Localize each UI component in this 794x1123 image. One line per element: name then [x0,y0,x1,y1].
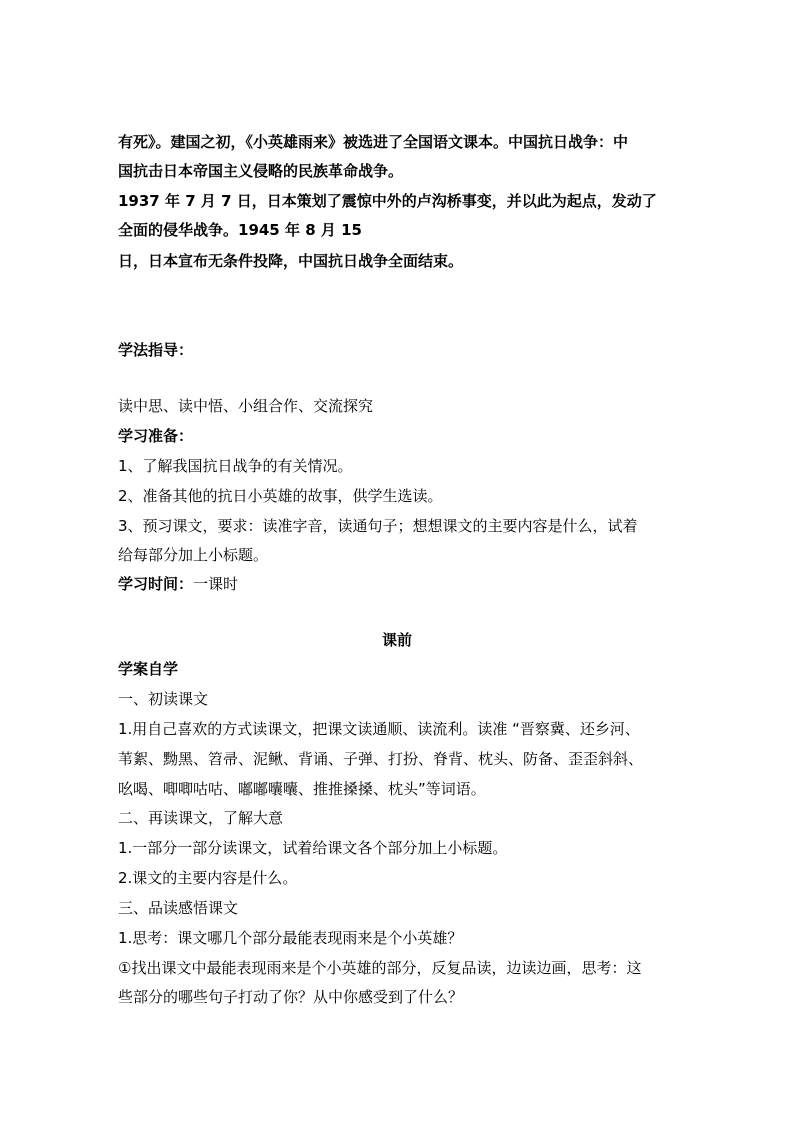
method-text: 读中思、读中悟、小组合作、交流探究 [118,397,374,415]
part-1-line-3: 吆喝、唧唧咕咕、嘟嘟囔囔、推推搡搡、枕头”等词语。 [118,780,486,798]
method-heading: 学法指导： [118,341,194,359]
preparation-item-2: 2、准备其他的抗日小英雄的故事，供学生选读。 [118,487,443,505]
part-3-title: 三、品读感悟课文 [118,899,239,917]
intro-line-3: 1937 年 7 月 7 日，日本策划了震惊中外的卢沟桥事变，并以此为起点，发动了 [118,192,657,210]
study-time-label: 学习时间： [118,575,194,593]
part-1-line-2: 苇絮、黝黑、笤帚、泥鳅、背诵、子弹、打扮、脊背、枕头、防备、歪歪斜斜、 [118,750,644,768]
study-time-value: 一课时 [193,575,239,593]
study-time [118,574,238,594]
section-title: 课前 [381,631,412,649]
intro-line-4: 全面的侵华战争。1945 年 8 月 15 [118,221,362,239]
intro-line-1: 有死》。建国之初，《小英雄雨来》被选进了全国语文课本。中国抗日战争：中 [118,133,629,151]
preparation-item-3-line-1: 3、预习课文，要求：读准字音，读通句子；想想课文的主要内容是什么，试着 [118,517,638,535]
part-2-item-1: 1.一部分一部分读课文，试着给课文各个部分加上小标题。 [118,839,508,857]
preparation-item-3-line-2: 给每部分加上小标题。 [118,546,269,564]
preparation-item-1: 1、了解我国抗日战争的有关情况。 [118,457,353,475]
self-study-heading: 学案自学 [118,660,179,678]
preparation-heading: 学习准备： [118,427,194,445]
part-2-title: 二、再读课文，了解大意 [118,809,284,827]
part-3-sub-1-line-1: ①找出课文中最能表现雨来是个小英雄的部分，反复品读，边读边画，思考：这 [118,959,642,977]
intro-line-5: 日，日本宣布无条件投降，中国抗日战争全面结束。 [118,252,464,270]
part-2-item-2: 2.课文的主要内容是什么。 [118,869,298,887]
part-1-line-1: 1.用自己喜欢的方式读课文，把课文读通顺、读流利。读准 “晋察冀、还乡河、 [118,720,640,738]
intro-line-2: 国抗击日本帝国主义侵略的民族革命战争。 [118,162,404,180]
part-1-title: 一、初读课文 [118,690,209,708]
part-3-sub-1-line-2: 些部分的哪些句子打动了你？从中你感受到了什么？ [118,988,464,1006]
part-3-item-1: 1.思考：课文哪几个部分最能表现雨来是个小英雄？ [118,929,463,947]
